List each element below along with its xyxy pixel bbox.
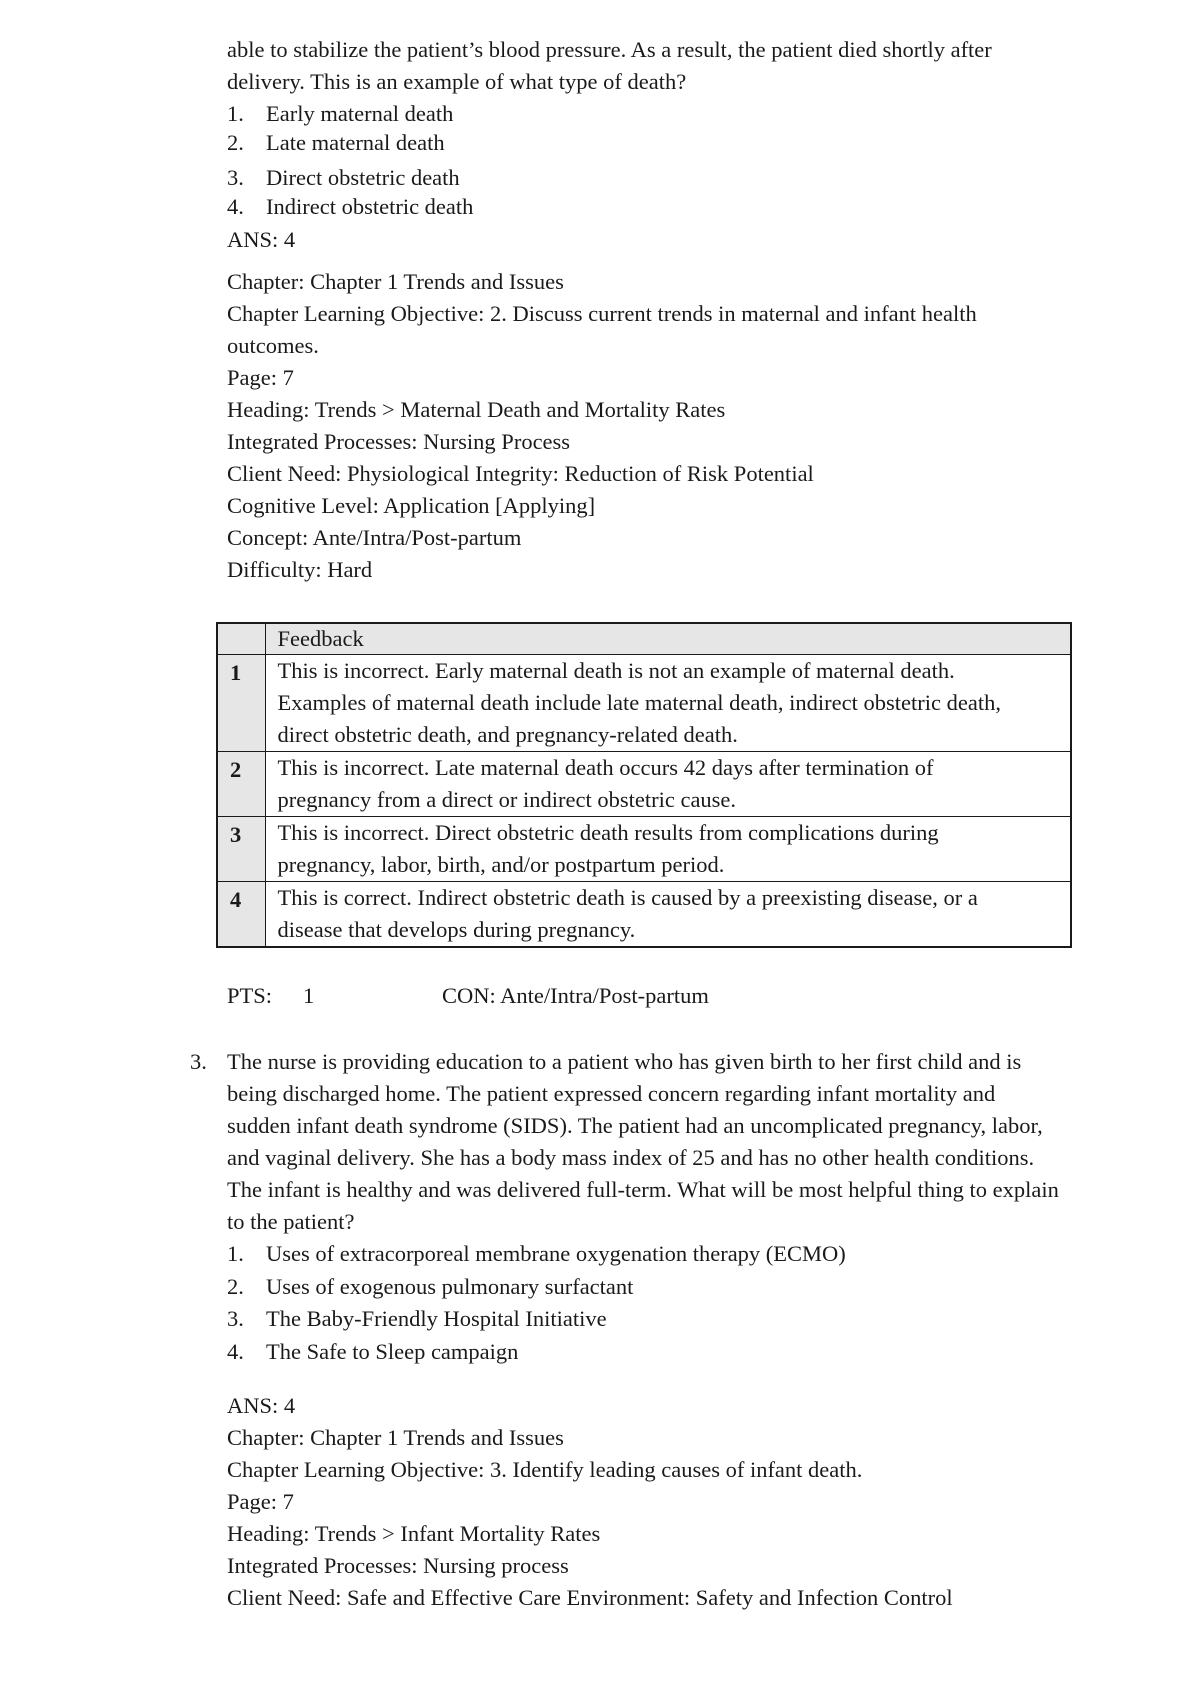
meta-page: Page: 7 [227,365,294,390]
option-number: 3. [227,165,244,190]
q3-option-1 [227,1238,1127,1271]
q3-option-2 [227,1271,1127,1304]
option-text: Early maternal death [266,101,454,126]
q3-stem-line: being discharged home. The patient expressed concern regarding infant mortality and [227,1081,996,1106]
q3-option-3 [227,1303,1127,1336]
meta-processes: Integrated Processes: Nursing process [227,1553,569,1578]
q3-option-4 [227,1336,1127,1369]
meta-heading: Heading: Trends > Infant Mortality Rates [227,1521,601,1546]
meta-concept: Concept: Ante/Intra/Post-partum [227,525,522,550]
option-text: Uses of extracorporeal membrane oxygenation therapy (ECMO) [266,1241,846,1266]
q3-stem [227,1046,1127,1238]
meta-client-need: Client Need: Safe and Effective Care Environment: Safety and Infection Control [227,1585,953,1610]
feedback-num: 2 [217,752,265,817]
q2-option-1 [227,100,1127,129]
feedback-line: pregnancy, labor, birth, and/or postpartum period. [277,852,725,877]
q3-stem-line: to the patient? [227,1209,355,1234]
q2-stem-line: able to stabilize the patient’s blood pressure. As a result, the patient died shortly after [227,37,992,62]
feedback-header-row [217,623,1071,655]
meta-page: Page: 7 [227,1489,294,1514]
meta-objective: Chapter Learning Objective: 2. Discuss current trends in maternal and infant health [227,301,977,326]
q2-option-4 [227,193,1127,222]
feedback-line: This is incorrect. Direct obstetric death results from complications during [277,820,939,845]
feedback-line: This is correct. Indirect obstetric death is caused by a preexisting disease, or a [277,885,978,910]
q2-metadata [227,266,1127,586]
feedback-line: pregnancy from a direct or indirect obstetric cause. [277,787,737,812]
meta-chapter: Chapter: Chapter 1 Trends and Issues [227,1425,564,1450]
meta-processes: Integrated Processes: Nursing Process [227,429,571,454]
feedback-row [217,882,1071,948]
q2-stem [227,34,1127,98]
meta-objective-cont: outcomes. [227,333,319,358]
q2-stem-line: delivery. This is an example of what type of death? [227,69,687,94]
feedback-line: disease that develops during pregnancy. [277,917,636,942]
feedback-text [265,817,1071,882]
option-number: 4. [227,193,244,219]
feedback-num: 3 [217,817,265,882]
q3-stem-line: The infant is healthy and was delivered full-term. What will be most helpful thing to explain [227,1177,1059,1202]
meta-heading: Heading: Trends > Maternal Death and Mortality Rates [227,397,726,422]
q3-options [227,1238,1127,1368]
q3-answer: ANS: 4 [227,1393,296,1418]
q2-options [227,100,1127,157]
option-text: Direct obstetric death [266,165,460,190]
feedback-line: Examples of maternal death include late maternal death, indirect obstetric death, [277,690,1001,715]
option-number: 2. [227,1273,244,1299]
option-number: 2. [227,129,244,155]
option-number: 4. [227,1338,244,1364]
meta-chapter: Chapter: Chapter 1 Trends and Issues [227,269,564,294]
q2-answer: ANS: 4 [227,227,296,252]
pts-label: PTS: [227,983,273,1008]
option-number: 1. [227,101,244,126]
q2-option-2 [227,129,1127,158]
option-text: The Baby-Friendly Hospital Initiative [266,1306,607,1331]
feedback-num: 4 [217,882,265,948]
con-label: CON: Ante/Intra/Post-partum [442,983,709,1008]
feedback-text [265,655,1071,752]
q3-number: 3. [190,1049,207,1074]
option-text: Indirect obstetric death [266,193,474,219]
option-number: 1. [227,1241,244,1266]
feedback-table [216,622,1072,948]
feedback-text [265,752,1071,817]
feedback-line: This is incorrect. Early maternal death is not an example of maternal death. [277,658,955,683]
q3-stem-line: sudden infant death syndrome (SIDS). The patient had an uncomplicated pregnancy, labor, [227,1113,1043,1138]
option-text: Uses of exogenous pulmonary surfactant [266,1273,634,1299]
q2-option-3 [227,164,1127,193]
feedback-row [217,817,1071,882]
q3-stem-line: The nurse is providing education to a patient who has given birth to her first child and is [227,1049,1022,1074]
option-text: Late maternal death [266,129,445,155]
option-text: The Safe to Sleep campaign [266,1338,519,1364]
feedback-header: Feedback [265,623,1071,655]
q2-options-b [227,164,1127,221]
feedback-text [265,882,1071,948]
q3-metadata [227,1422,1127,1614]
feedback-line: This is incorrect. Late maternal death occurs 42 days after termination of [277,755,934,780]
meta-objective: Chapter Learning Objective: 3. Identify leading causes of infant death. [227,1457,863,1482]
meta-cognitive-level: Cognitive Level: Application [Applying] [227,493,596,518]
pts-value: 1 [303,983,315,1008]
option-number: 3. [227,1306,244,1331]
feedback-line: direct obstetric death, and pregnancy-related death. [277,722,738,747]
feedback-num: 1 [217,655,265,752]
meta-client-need: Client Need: Physiological Integrity: Reduction of Risk Potential [227,461,814,486]
feedback-row [217,655,1071,752]
feedback-header-num [217,623,265,655]
q3-stem-line: and vaginal delivery. She has a body mass index of 25 and has no other health conditions. [227,1145,1035,1170]
meta-difficulty: Difficulty: Hard [227,557,373,582]
feedback-row [217,752,1071,817]
